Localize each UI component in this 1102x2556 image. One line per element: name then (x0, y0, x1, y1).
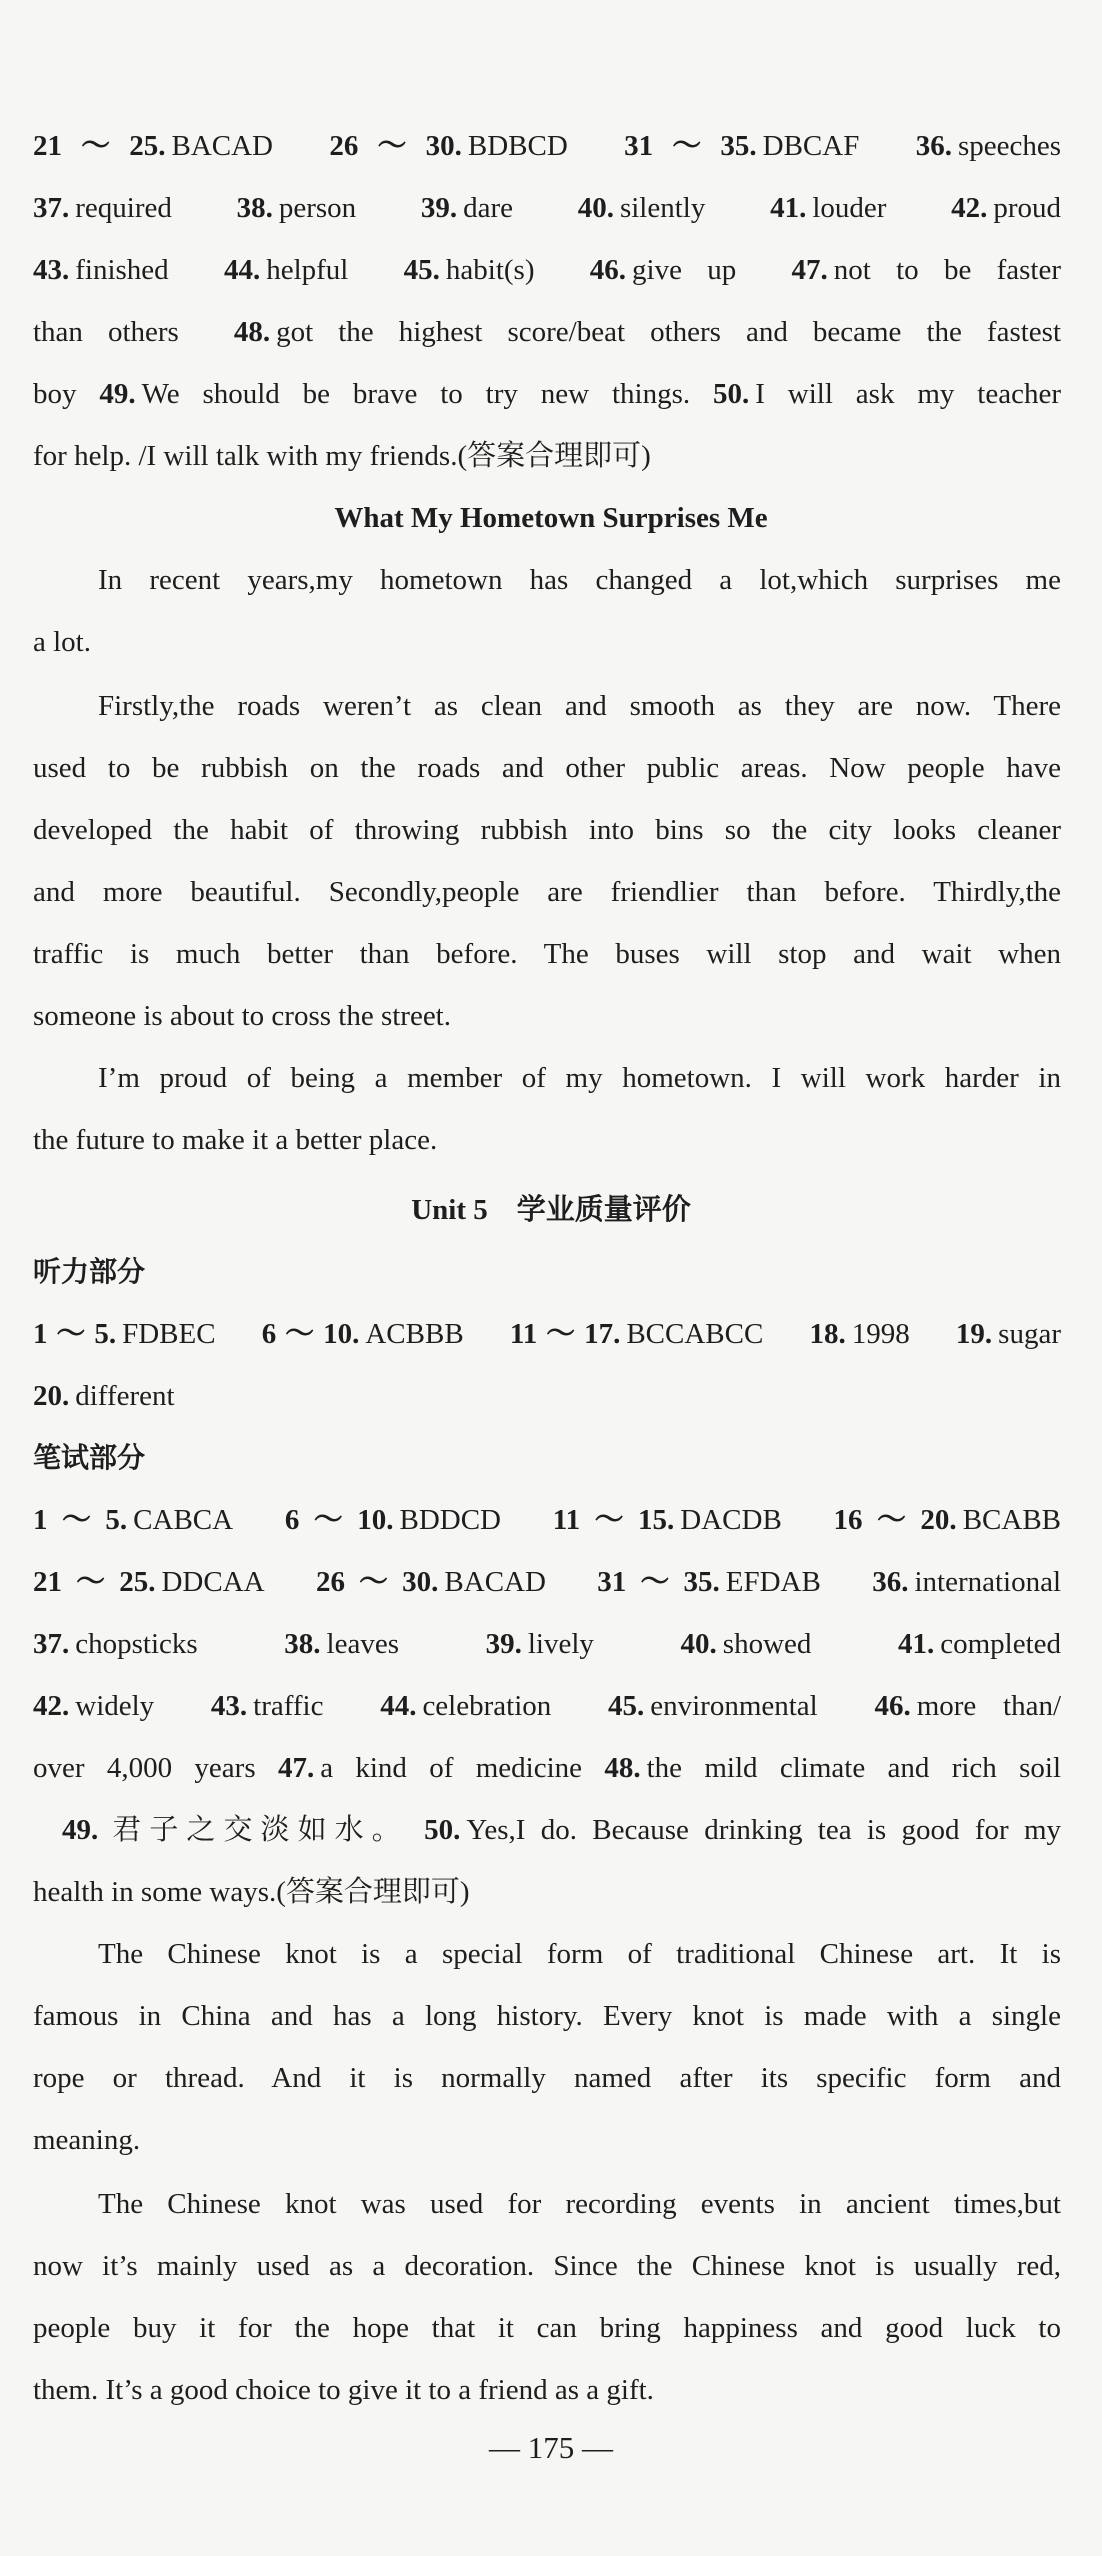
section-heading-listening: 听力部分 (33, 1255, 146, 1288)
essay-line: traffic is much better than before. The buses will stop and wait when (33, 938, 1061, 970)
essay-line: I’m proud of being a member of my hometown. I will work harder in (98, 1062, 1061, 1094)
page-number: — 175 — (489, 2430, 613, 2465)
essay-line: people buy it for the hope that it can bring happiness and good luck to (33, 2312, 1061, 2344)
answer-line: boy 49. We should be brave to try new things. 50. I will ask my teacher (33, 378, 1062, 410)
essay-line: now it’s mainly used as a decoration. Since the Chinese knot is usually red, (33, 2250, 1061, 2282)
answer-line: than others 48. got the highest score/beat others and became the fastest (33, 316, 1062, 348)
essay-line: famous in China and has a long history. Every knot is made with a single (33, 2000, 1061, 2032)
essay-line: developed the habit of throwing rubbish into bins so the city looks cleaner (33, 814, 1061, 846)
answer-line: over 4,000 years 47. a kind of medicine 48. the mild climate and rich soil (33, 1752, 1062, 1784)
answer-line: 21～25. DDCAA 26～30. BACAD 31～35. EFDAB 36. international (33, 1566, 1062, 1598)
essay-line: someone is about to cross the street. (33, 1000, 451, 1032)
essay-line: meaning. (33, 2124, 141, 2156)
answer-line: 49. 君子之交淡如水。 50. Yes,I do. Because drinking tea is good for my (62, 1814, 1061, 1846)
answer-line: health in some ways.(答案合理即可) (33, 1876, 470, 1908)
essay-line: the future to make it a better place. (33, 1124, 438, 1156)
answer-line: 43. finished 44. helpful 45. habit(s) 46. give up 47. not to be faster (33, 254, 1062, 286)
essay-line: rope or thread. And it is normally named after its specific form and (33, 2062, 1061, 2094)
essay-line: The Chinese knot was used for recording events in ancient times,but (98, 2188, 1061, 2220)
essay-line: Firstly,the roads weren’t as clean and smooth as they are now. There (98, 690, 1061, 722)
answer-line: 37. chopsticks 38. leaves 39. lively 40. showed 41. completed (33, 1628, 1062, 1660)
essay-title: What My Hometown Surprises Me (334, 502, 768, 534)
answer-line: 20. different (33, 1380, 175, 1412)
essay-line: them. It’s a good choice to give it to a friend as a gift. (33, 2374, 654, 2406)
answer-line: 21～25. BACAD 26～30. BDBCD 31～35. DBCAF 36. speeches (33, 130, 1062, 162)
essay-line: a lot. (33, 626, 91, 658)
essay-line: used to be rubbish on the roads and other public areas. Now people have (33, 752, 1061, 784)
answer-line: 37. required 38. person 39. dare 40. silently 41. louder 42. proud (33, 192, 1062, 224)
essay-line: and more beautiful. Secondly,people are friendlier than before. Thirdly,the (33, 876, 1061, 908)
answer-line: 1～5. FDBEC 6～10. ACBBB 11～17. BCCABCC 18. 1998 19. sugar (33, 1318, 1061, 1350)
essay-line: In recent years,my hometown has changed a lot,which surprises me (98, 564, 1061, 596)
unit-title: Unit 5 学业质量评价 (411, 1194, 691, 1226)
answer-line: 42. widely 43. traffic 44. celebration 45. environmental 46. more than/ (33, 1690, 1062, 1722)
answer-line: for help. /I will talk with my friends.(答案合理即可) (33, 440, 651, 472)
essay-line: The Chinese knot is a special form of traditional Chinese art. It is (98, 1938, 1061, 1970)
answer-line: 1～5. CABCA 6～10. BDDCD 11～15. DACDB 16～20. BCABB (33, 1504, 1062, 1536)
section-heading-writing: 笔试部分 (33, 1441, 146, 1474)
